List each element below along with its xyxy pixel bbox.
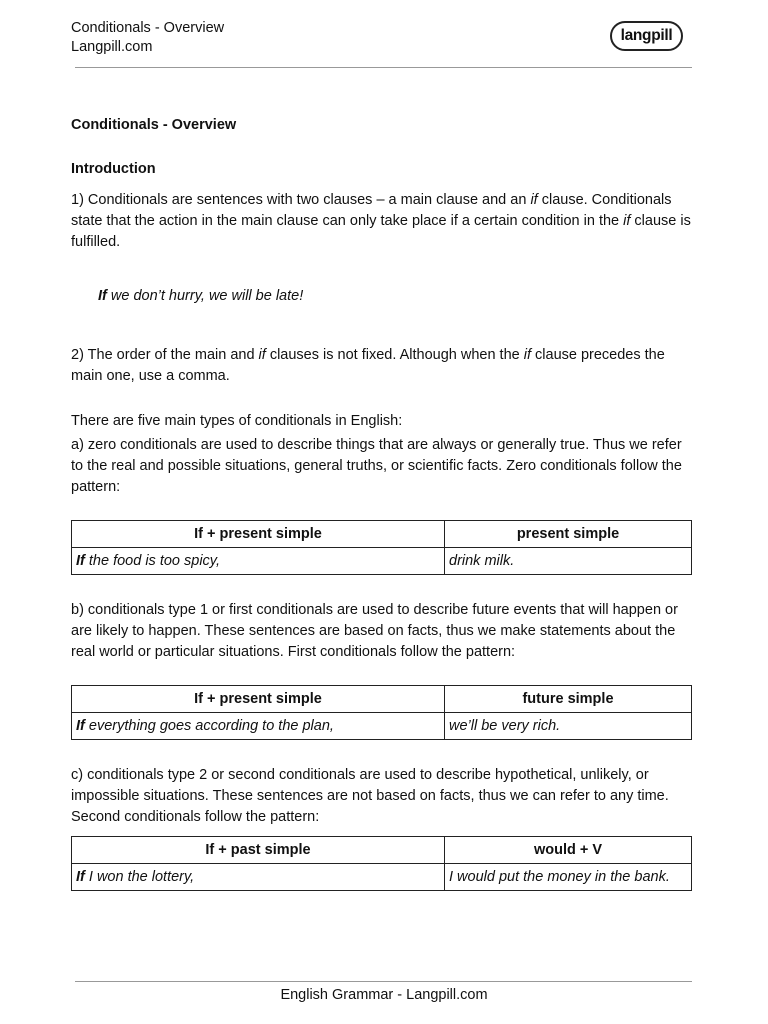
paragraph-second-conditionals: c) conditionals type 2 or second conditionals are used to describe hypothetical, unlikely, or impossible situations. These sentences are not based on facts, thus we can refer to any time. Second conditionals follow the pattern:: [71, 767, 669, 825]
text-span: I won the lottery,: [84, 868, 195, 885]
example-sentence: [98, 286, 693, 307]
text-span: 1) Conditionals are sentences with two clauses – a main clause and an: [71, 192, 531, 208]
header-title: Conditionals - Overview: [71, 20, 225, 36]
if-word: if: [258, 347, 266, 363]
if-word: If: [76, 868, 85, 885]
text-span: clause. Conditionals state that the action in the main clause can only take place if a certain condition in the: [71, 192, 672, 229]
header-site: Langpill.com: [71, 39, 153, 55]
table-header-cell: If + present simple: [72, 521, 445, 548]
paragraph-1: [71, 190, 693, 253]
if-word: if: [530, 192, 538, 208]
paragraph-2: [71, 345, 693, 387]
zero-conditional-table: [71, 520, 692, 575]
if-word: If: [76, 552, 85, 569]
text-span: 2) The order of the main and: [71, 347, 259, 363]
paragraph-3: There are five main types of conditionals in English:: [71, 413, 403, 429]
paragraph-first-conditionals: b) conditionals type 1 or first conditionals are used to describe future events that will happen or are likely to happen. These sentences are based on facts, thus we make statements about the real world or particular situations. First conditionals follow the pattern:: [71, 602, 678, 660]
text-span: the food is too spicy,: [84, 552, 220, 569]
text-span: clause precedes the main one, use a comma.: [71, 347, 665, 384]
table-cell: [72, 713, 445, 740]
text-span: we don’t hurry, we will be late!: [106, 288, 304, 304]
second-conditional-table: [71, 836, 692, 891]
intro-heading: Introduction: [71, 161, 156, 177]
table-header-row: [72, 686, 692, 713]
page-header: [71, 19, 224, 57]
footer-divider: [75, 981, 692, 982]
table-header-cell: present simple: [445, 521, 692, 548]
header-divider: [75, 67, 692, 68]
table-row: [72, 548, 692, 575]
if-word: If: [98, 288, 107, 304]
if-word: if: [523, 347, 531, 363]
table-cell: [72, 548, 445, 575]
document-body: [71, 115, 693, 891]
table-header-cell: future simple: [445, 686, 692, 713]
table-header-cell: would + V: [445, 837, 692, 864]
table-cell: drink milk.: [445, 548, 692, 575]
text-span: clause is fulfilled.: [71, 213, 691, 250]
table-row: [72, 864, 692, 891]
if-word: if: [623, 213, 631, 229]
table-header-row: [72, 837, 692, 864]
langpill-logo: langpill: [610, 21, 683, 51]
table-cell: I would put the money in the bank.: [445, 864, 692, 891]
page-footer: English Grammar - Langpill.com: [280, 987, 488, 1003]
if-word: If: [76, 717, 85, 734]
table-header-cell: If + present simple: [72, 686, 445, 713]
text-span: clauses is not fixed. Although when the: [265, 347, 524, 363]
table-header-row: [72, 521, 692, 548]
table-cell: we’ll be very rich.: [445, 713, 692, 740]
paragraph-zero-conditionals: a) zero conditionals are used to describe things that are always or generally true. Thus we refer to the real and possible situations, general truths, or scientific facts. Zero conditionals follow the pattern:: [71, 437, 682, 495]
document-title: Conditionals - Overview: [71, 117, 237, 133]
table-header-cell: If + past simple: [72, 837, 445, 864]
table-cell: [72, 864, 445, 891]
table-row: [72, 713, 692, 740]
first-conditional-table: [71, 685, 692, 740]
text-span: everything goes according to the plan,: [84, 717, 334, 734]
